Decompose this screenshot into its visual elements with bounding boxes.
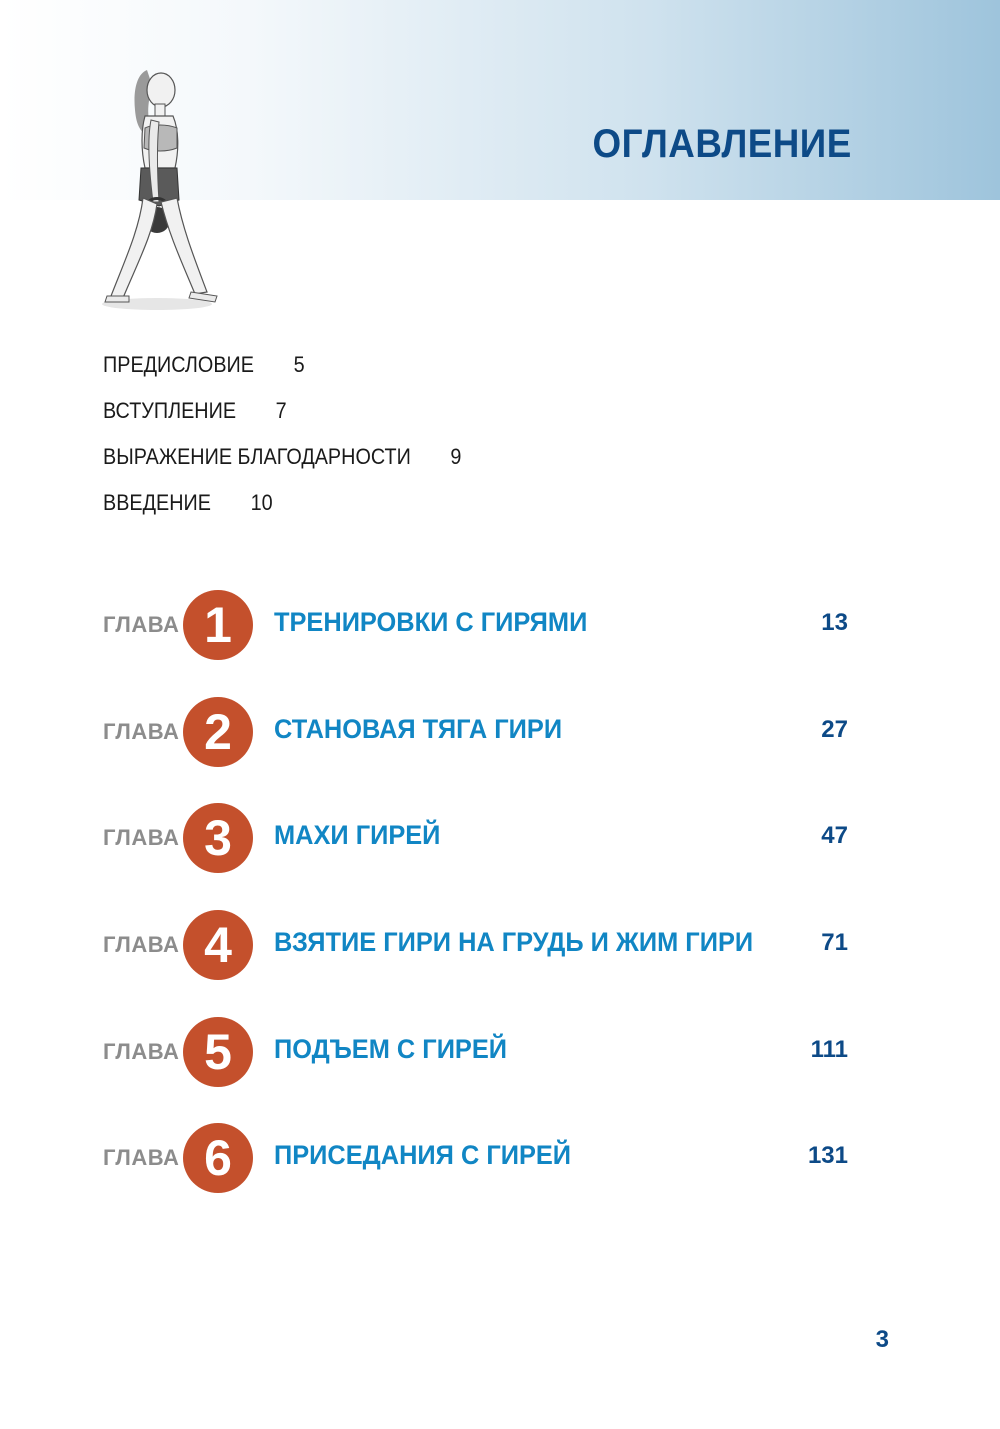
chapter-page: 71 [821, 929, 848, 956]
chapter-entry-1[interactable] [0, 590, 1000, 660]
chapter-entry-6[interactable] [0, 1123, 1000, 1193]
chapter-page: 27 [821, 716, 848, 743]
front-matter-label: ВСТУПЛЕНИЕ [103, 398, 237, 423]
chapter-title: ТРЕНИРОВКИ С ГИРЯМИ [274, 607, 588, 637]
chapter-number-badge: 5 [183, 1017, 253, 1087]
front-matter-item[interactable] [103, 490, 273, 516]
chapter-title: ПРИСЕДАНИЯ С ГИРЕЙ [274, 1140, 572, 1170]
front-matter-item[interactable] [103, 398, 287, 424]
chapter-entry-5[interactable] [0, 1017, 1000, 1087]
chapter-entry-2[interactable] [0, 697, 1000, 767]
page-number: 3 [875, 1326, 889, 1353]
chapter-entry-4[interactable] [0, 910, 1000, 980]
front-matter-page: 5 [293, 352, 305, 377]
chapter-page: 13 [821, 609, 848, 636]
woman-with-kettlebell-illustration [95, 60, 225, 315]
front-matter-item[interactable] [103, 444, 461, 470]
chapter-word: ГЛАВА [103, 932, 180, 957]
front-matter-label: ВВЕДЕНИЕ [103, 490, 211, 515]
chapter-word: ГЛАВА [103, 1039, 180, 1064]
chapter-word: ГЛАВА [103, 719, 180, 744]
chapter-number-badge: 6 [183, 1123, 253, 1193]
front-matter-item[interactable] [103, 352, 305, 378]
chapter-word: ГЛАВА [103, 825, 180, 850]
chapter-number-badge: 3 [183, 803, 253, 873]
front-matter-page: 10 [250, 490, 273, 515]
chapter-title: МАХИ ГИРЕЙ [274, 820, 441, 850]
chapter-page: 111 [810, 1036, 848, 1063]
chapter-title: ПОДЪЕМ С ГИРЕЙ [274, 1034, 508, 1064]
chapter-word: ГЛАВА [103, 1145, 180, 1170]
chapter-number-badge: 4 [183, 910, 253, 980]
chapter-page: 131 [807, 1142, 848, 1169]
chapter-word: ГЛАВА [103, 612, 180, 637]
front-matter-label: ВЫРАЖЕНИЕ БЛАГОДАРНОСТИ [103, 444, 411, 469]
chapter-title: СТАНОВАЯ ТЯГА ГИРИ [274, 714, 563, 744]
chapter-page: 47 [821, 822, 848, 849]
front-matter-page: 9 [450, 444, 462, 469]
chapter-number-badge: 2 [183, 697, 253, 767]
chapter-number-badge: 1 [183, 590, 253, 660]
front-matter-label: ПРЕДИСЛОВИЕ [103, 352, 254, 377]
page-title: ОГЛАВЛЕНИЕ [592, 122, 852, 166]
chapter-entry-3[interactable] [0, 803, 1000, 873]
front-matter-page: 7 [275, 398, 287, 423]
chapter-title: ВЗЯТИЕ ГИРИ НА ГРУДЬ И ЖИМ ГИРИ [274, 927, 754, 957]
